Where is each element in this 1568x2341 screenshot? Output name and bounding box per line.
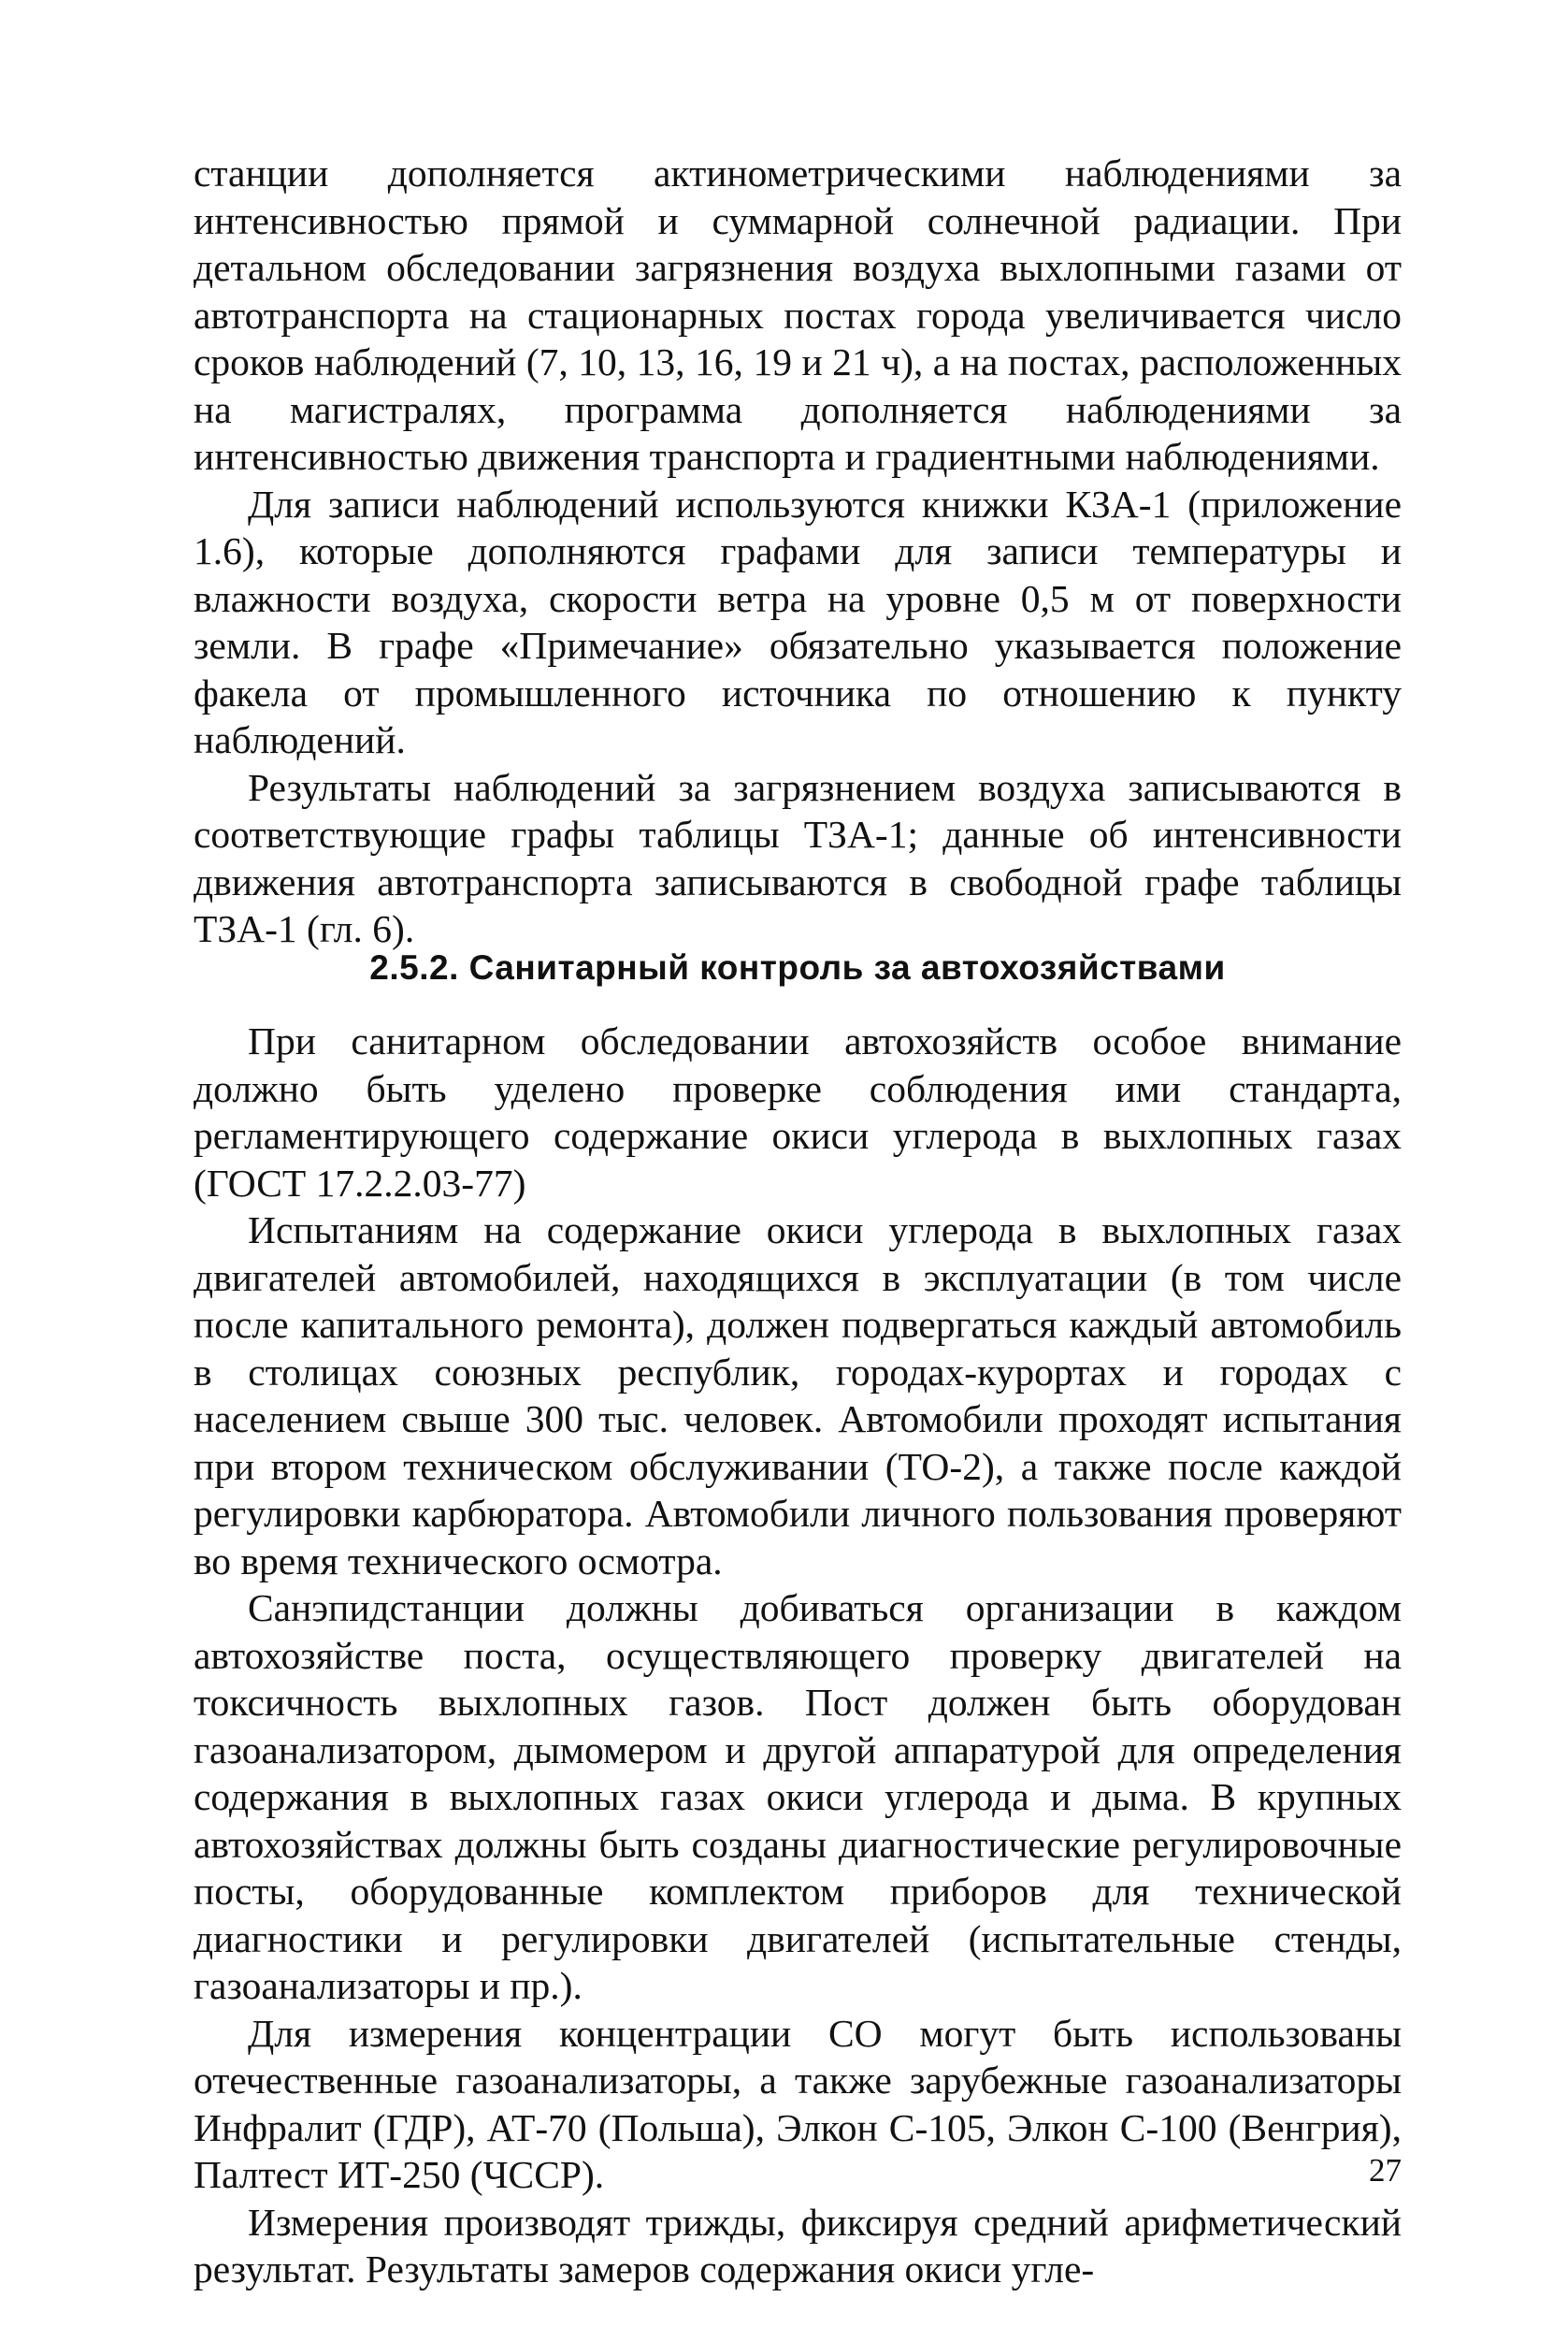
paragraph-gas-analyzers: Для измерения концентрации СО могут быть использованы отечественные газоанализаторы, а также зарубежные газоанализаторы Инфралит (ГДР), АТ-70 (Польша), Элкон С-105, Элкон С-100 (Венгрия), Палтест ИТ-250 (ЧССР). — [194, 2011, 1402, 2196]
paragraph-testing: Испытаниям на содержание окиси углерода в выхлопных газах двигателей автомобилей, находящихся в эксплуатации (в том числе после капитального ремонта), должен подвергаться каждый автомобиль в столицах союзных республик, городах-курортах и городах с населением свыше 300 тыс. человек. Автомобили проходят испытания при втором техническом обслуживании (ТО-2), а также после каждой регулировки карбюратора. Автомобили личного пользования проверяют во время технического осмотра. — [194, 1208, 1402, 1582]
page-number: 27 — [1369, 2152, 1402, 2189]
paragraph-sanepid-stations: Санэпидстанции должны добиваться организации в каждом автохозяйстве поста, осуществляющего проверку двигателей на токсичность выхлопных газов. Пост должен быть оборудован газоанализатором, дымомером и другой аппаратурой для определения содержания в выхлопных газах окиси углерода и дыма. В крупных автохозяйствах должны быть созданы диагностические регулировочные посты, оборудованные комплектом приборов для технической диагностики и регулировки двигателей (испытательные стенды, газоанализаторы и пр.). — [194, 1586, 1402, 2007]
text-block-top — [194, 150, 1402, 950]
paragraph-continuation: станции дополняется актинометрическими наблюдениями за интенсивностью прямой и суммарной солнечной радиации. При детальном обследовании загрязнения воздуха выхлопными газами от автотранспорта на стационарных постах города увеличивается число сроков наблюдений (7, 10, 13, 16, 19 и 21 ч), а на постах, расположенных на магистралях, программа дополняется наблюдениями за интенсивностью движения транспорта и градиентными наблюдениями. — [194, 152, 1402, 478]
paragraph-sanitary-inspection: При санитарном обследовании автохозяйств особое внимание должно быть уделено проверке соблюдения ими стандарта, регламентирующего содержание окиси углерода в выхлопных газах (ГОСТ 17.2.2.03-77) — [194, 1019, 1402, 1205]
document-page — [194, 150, 1402, 2290]
section-heading: 2.5.2. Санитарный контроль за автохозяйствами — [369, 948, 1226, 987]
paragraph-kza-1: Для записи наблюдений используются книжки КЗА-1 (приложение 1.6), которые дополняются графами для записи температуры и влажности воздуха, скорости ветра на уровне 0,5 м от поверхности земли. В графе «Примечание» обязательно указывается положение факела от промышленного источника по отношению к пункту наблюдений. — [194, 482, 1402, 761]
text-block-bottom — [194, 1018, 1402, 2293]
paragraph-measurements: Измерения производят трижды, фиксируя средний арифметический результат. Результаты замеров содержания окиси угле- — [194, 2200, 1402, 2290]
paragraph-tza-1: Результаты наблюдений за загрязнением воздуха записываются в соответствующие графы таблицы ТЗА-1; данные об интенсивности движения автотранспорта записываются в свободной графе таблицы ТЗА-1 (гл. 6). — [194, 765, 1402, 950]
